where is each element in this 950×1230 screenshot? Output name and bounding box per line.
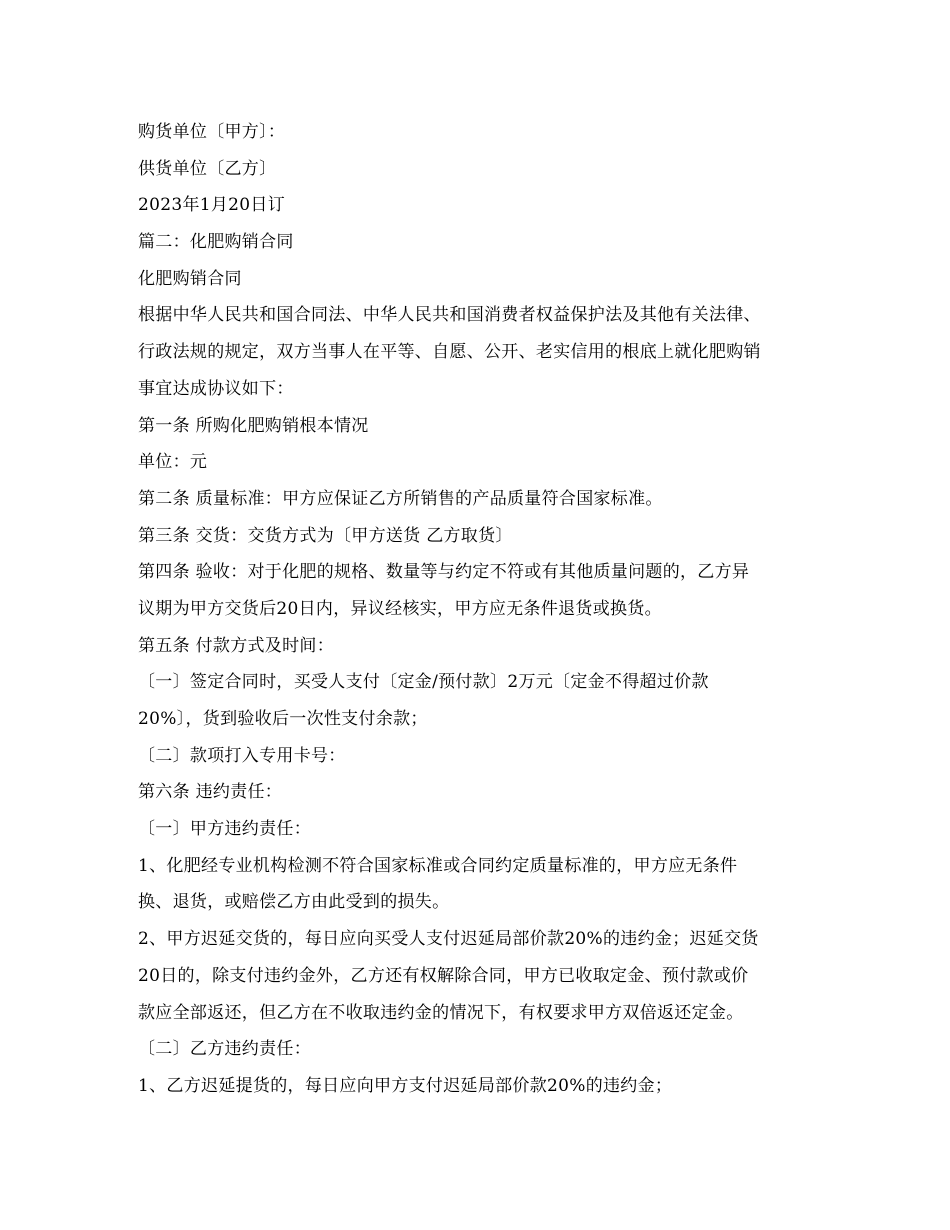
article-3-text: 第三条 交货：交货方式为〔甲方送货 乙方取货〕 xyxy=(138,525,513,546)
article-6-heading: 第六条 违约责任： xyxy=(138,782,283,803)
article-4-line-2: 议期为甲方交货后20日内，异议经核实，甲方应无条件退货或换货。 xyxy=(138,598,662,619)
article-5-item-2: 〔二〕款项打入专用卡号： xyxy=(138,745,346,766)
party-b-liability-heading: 〔二〕乙方违约责任： xyxy=(138,1039,311,1060)
supplier-unit-line: 供货单位〔乙方〕 xyxy=(138,158,277,179)
party-a-clause-2-line-3: 款应全部返还，但乙方在不收取违约金的情况下，有权要求甲方双倍返还定金。 xyxy=(138,1002,744,1023)
party-a-clause-1-line-1: 1、化肥经专业机构检测不符合国家标准或合同约定质量标准的，甲方应无条件 xyxy=(138,855,738,876)
preamble-line-3: 事宜达成协议如下： xyxy=(138,378,294,399)
buyer-unit-line: 购货单位〔甲方〕： xyxy=(138,122,286,142)
article-5-heading: 第五条 付款方式及时间： xyxy=(138,635,335,656)
signing-date-line: 2023年1月20日订 xyxy=(138,195,286,216)
contract-title: 化肥购销合同 xyxy=(138,268,242,289)
article-4-line-1: 第四条 验收：对于化肥的规格、数量等与约定不符或有其他质量问题的，乙方异 xyxy=(138,562,750,583)
document-body xyxy=(138,114,818,1105)
party-a-clause-2-line-1: 2、甲方迟延交货的，每日应向买受人支付迟延局部价款20%的违约金；迟延交货 xyxy=(138,929,759,950)
article-1-heading: 第一条 所购化肥购销根本情况 xyxy=(138,415,369,436)
article-2-text: 第二条 质量标准：甲方应保证乙方所销售的产品质量符合国家标准。 xyxy=(138,488,663,509)
party-a-clause-2-line-2: 20日的，除支付违约金外，乙方还有权解除合同，甲方已收取定金、预付款或价 xyxy=(138,965,749,986)
preamble-line-1: 根据中华人民共和国合同法、中华人民共和国消费者权益保护法及其他有关法律、 xyxy=(138,305,761,326)
section-heading: 篇二：化肥购销合同 xyxy=(138,232,294,253)
article-5-item-1-line-1: 〔一〕签定合同时，买受人支付〔定金/预付款〕2万元〔定金不得超过价款 xyxy=(138,672,709,693)
party-b-clause-1: 1、乙方迟延提货的，每日应向甲方支付迟延局部价款20%的违约金； xyxy=(138,1075,673,1096)
party-a-liability-heading: 〔一〕甲方违约责任： xyxy=(138,819,311,840)
article-5-item-1-line-2: 20%〕，货到验收后一次性支付余款； xyxy=(138,709,428,729)
preamble-line-2: 行政法规的规定，双方当事人在平等、自愿、公开、老实信用的根底上就化肥购销 xyxy=(138,342,761,363)
party-a-clause-1-line-2: 换、退货，或赔偿乙方由此受到的损失。 xyxy=(138,892,450,913)
unit-note: 单位：元 xyxy=(138,452,208,473)
